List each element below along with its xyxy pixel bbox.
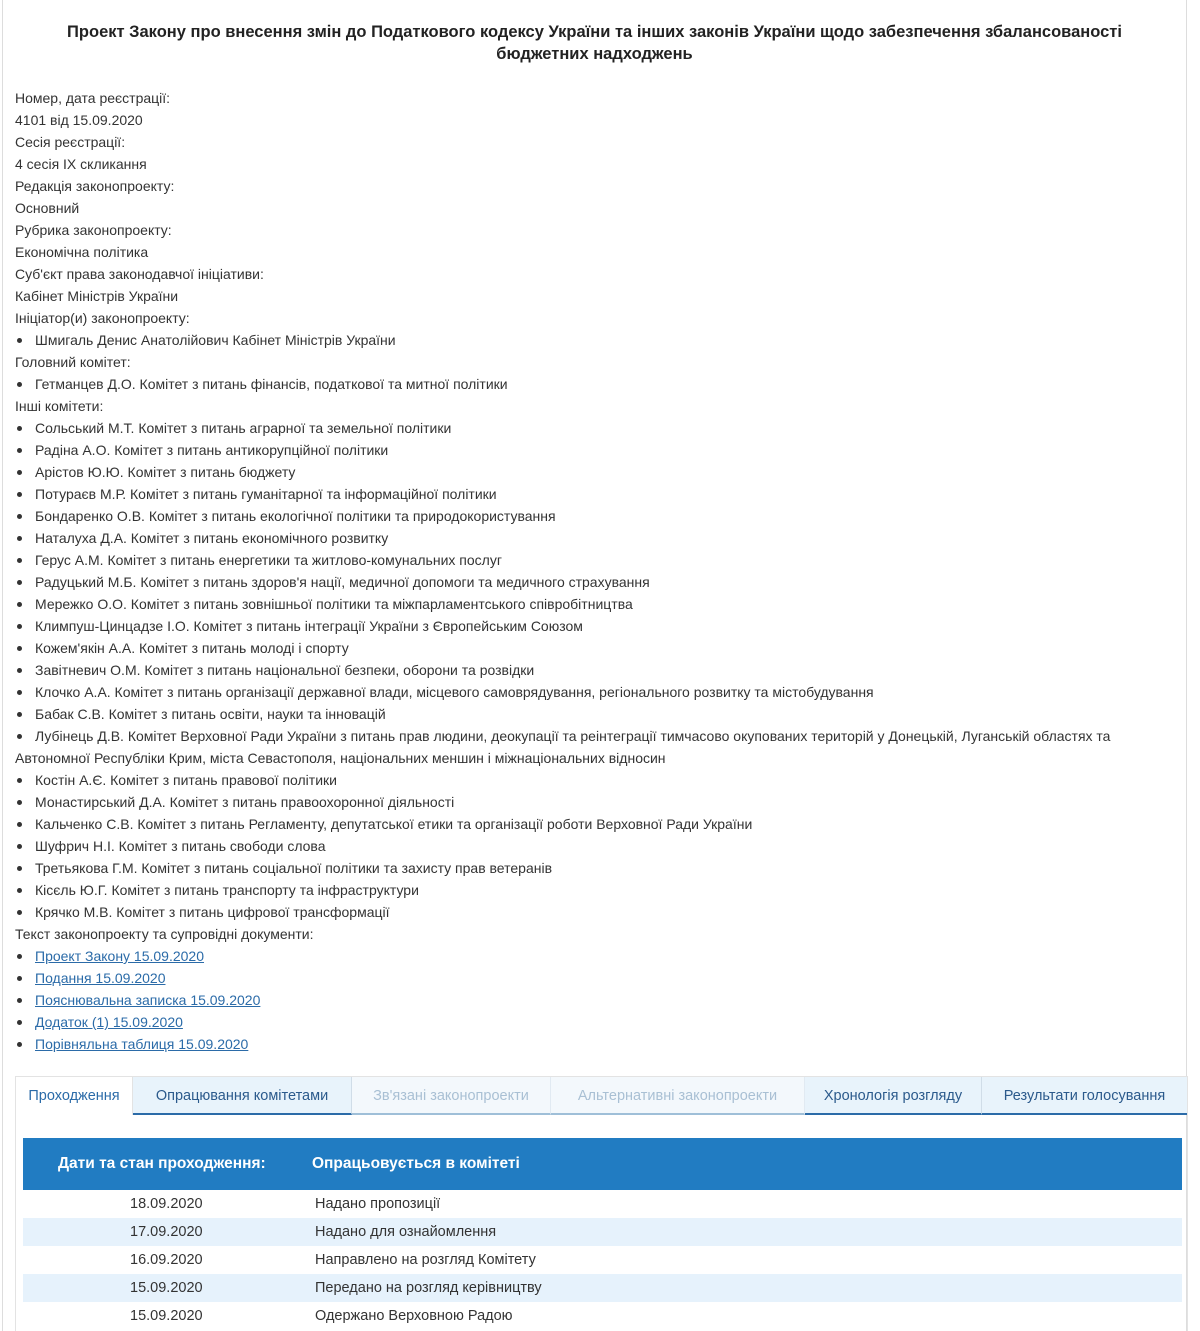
bullet-icon	[15, 329, 35, 351]
bullet-icon	[15, 967, 35, 989]
rubric-value: Економічна політика	[15, 244, 149, 260]
bullet-icon	[15, 901, 35, 923]
committee-item: Монастирський Д.А. Комітет з питань правоохоронної діяльності	[15, 791, 1180, 813]
tab-passage[interactable]: Проходження	[16, 1077, 133, 1115]
edition-label: Редакція законопроекту:	[15, 178, 175, 194]
committee-item: Кісєль Ю.Г. Комітет з питань транспорту та інфраструктури	[15, 879, 1180, 901]
committee-item: Шуфрич Н.І. Комітет з питань свободи слова	[15, 835, 1180, 857]
bullet-icon	[15, 571, 35, 593]
bullet-icon	[15, 461, 35, 483]
bullet-icon	[15, 681, 35, 703]
passage-row	[23, 1218, 1182, 1246]
bullet-icon	[15, 593, 35, 615]
passage-status: Надано для ознайомлення	[315, 1224, 497, 1240]
bullet-icon	[15, 659, 35, 681]
committee-item: Климпуш-Цинцадзе І.О. Комітет з питань інтеграції України з Європейським Союзом	[15, 615, 1180, 637]
bullet-icon	[15, 615, 35, 637]
committee-item: Радіна А.О. Комітет з питань антикорупційної політики	[15, 439, 1180, 461]
bullet-icon	[15, 417, 35, 439]
passage-status: Надано пропозиції	[315, 1196, 441, 1212]
bullet-icon	[15, 637, 35, 659]
main-committee-item: Гетманцев Д.О. Комітет з питань фінансів, податкової та митної політики	[15, 373, 1180, 395]
committee-item: Костін А.Є. Комітет з питань правової політики	[15, 769, 1180, 791]
committee-item: Мережко О.О. Комітет з питань зовнішньої політики та міжпарламентського співробітництва	[15, 593, 1180, 615]
committee-item: Кальченко С.В. Комітет з питань Регламенту, депутатської етики та організації роботи Верховної Ради України	[15, 813, 1180, 835]
bullet-icon	[15, 791, 35, 813]
passage-row	[23, 1274, 1182, 1302]
bill-tabs	[15, 1076, 1188, 1331]
committee-item: Бабак С.В. Комітет з питань освіти, науки та інновацій	[15, 703, 1180, 725]
edition-value: Основний	[15, 200, 80, 216]
passage-row	[23, 1246, 1182, 1274]
subject-value: Кабінет Міністрів України	[15, 288, 179, 304]
committee-item: Наталуха Д.А. Комітет з питань економічного розвитку	[15, 527, 1180, 549]
bullet-icon	[15, 769, 35, 791]
bullet-icon	[15, 1011, 35, 1033]
bullet-icon	[15, 989, 35, 1011]
bullet-icon	[15, 857, 35, 879]
bullet-icon	[15, 373, 35, 395]
page-title: Проект Закону про внесення змін до Податкового кодексу України та інших законів України щодо забезпечення збалансованості бюджетних надходжень	[67, 23, 1122, 63]
committee-item: Бондаренко О.В. Комітет з питань екологічної політики та природокористування	[15, 505, 1180, 527]
bullet-icon	[15, 703, 35, 725]
document-link-comparison-table[interactable]: Порівняльна таблиця 15.09.2020	[35, 1036, 249, 1052]
tab-voting-results[interactable]: Результати голосування	[982, 1077, 1187, 1115]
document-link-submission[interactable]: Подання 15.09.2020	[35, 970, 166, 986]
passage-status: Передано на розгляд керівництву	[315, 1280, 542, 1296]
committee-item: Третьякова Г.М. Комітет з питань соціальної політики та захисту прав ветеранів	[15, 857, 1180, 879]
bullet-icon	[15, 483, 35, 505]
passage-row	[23, 1190, 1182, 1218]
passage-status: Одержано Верховною Радою	[315, 1308, 513, 1324]
passage-current-status: Опрацьовується в комітеті	[312, 1155, 520, 1172]
passage-status: Направлено на розгляд Комітету	[315, 1252, 536, 1268]
tab-committee-processing[interactable]: Опрацювання комітетами	[133, 1077, 352, 1115]
passage-date: 16.09.2020	[130, 1252, 203, 1268]
registration-label: Номер, дата реєстрації:	[15, 90, 171, 106]
registration-value: 4101 від 15.09.2020	[15, 112, 143, 128]
documents-label: Текст законопроекту та супровідні документи:	[15, 926, 314, 942]
session-label: Сесія реєстрації:	[15, 134, 126, 150]
passage-panel	[23, 1138, 1182, 1330]
bullet-icon	[15, 505, 35, 527]
document-item	[15, 1033, 1180, 1055]
committee-item: Кожем'якін А.А. Комітет з питань молоді і спорту	[15, 637, 1180, 659]
committee-item: Потураєв М.Р. Комітет з питань гуманітарної та інформаційної політики	[15, 483, 1180, 505]
tab-alternative-bills[interactable]: Альтернативні законопроекти	[551, 1077, 805, 1115]
document-item	[15, 989, 1180, 1011]
tab-related-bills[interactable]: Зв'язані законопроекти	[352, 1077, 551, 1115]
bullet-icon	[15, 879, 35, 901]
committee-item: Лубінець Д.В. Комітет Верховної Ради України з питань прав людини, деокупації та реінтеграції тимчасово окупованих територій у Донецькій, Луганській областях та Автономної Республіки Крим, міста Севастополя, національних меншин і міжнаціональних відносин	[15, 725, 1180, 769]
bullet-icon	[15, 945, 35, 967]
bullet-icon	[15, 813, 35, 835]
document-link-appendix[interactable]: Додаток (1) 15.09.2020	[35, 1014, 183, 1030]
other-committees-label: Інші комітети:	[15, 398, 104, 414]
passage-row	[23, 1302, 1182, 1330]
document-item	[15, 967, 1180, 989]
bullet-icon	[15, 527, 35, 549]
bullet-icon	[15, 835, 35, 857]
bullet-icon	[15, 1033, 35, 1055]
committee-item: Крячко М.В. Комітет з питань цифрової трансформації	[15, 901, 1180, 923]
committee-item: Завітневич О.М. Комітет з питань національної безпеки, оборони та розвідки	[15, 659, 1180, 681]
tab-bar	[16, 1077, 1187, 1116]
document-item	[15, 945, 1180, 967]
passage-date: 15.09.2020	[130, 1280, 203, 1296]
document-item	[15, 1011, 1180, 1033]
bullet-icon	[15, 549, 35, 571]
session-value: 4 сесія IX скликання	[15, 156, 147, 172]
subject-label: Суб'єкт права законодавчої ініціативи:	[15, 266, 264, 282]
initiators-label: Ініціатор(и) законопроекту:	[15, 310, 190, 326]
passage-date: 15.09.2020	[130, 1308, 203, 1324]
bill-info	[15, 87, 1180, 1055]
passage-date: 18.09.2020	[130, 1196, 203, 1212]
document-link-explanatory-note[interactable]: Пояснювальна записка 15.09.2020	[35, 992, 261, 1008]
committee-item: Герус А.М. Комітет з питань енергетики та житлово-комунальних послуг	[15, 549, 1180, 571]
committee-item: Сольський М.Т. Комітет з питань аграрної та земельної політики	[15, 417, 1180, 439]
document-link-draft-law[interactable]: Проект Закону 15.09.2020	[35, 948, 205, 964]
main-committee-label: Головний комітет:	[15, 354, 131, 370]
passage-header-label: Дати та стан проходження:	[58, 1155, 266, 1172]
passage-date: 17.09.2020	[130, 1224, 203, 1240]
committee-item: Радуцький М.Б. Комітет з питань здоров'я нації, медичної допомоги та медичного страхування	[15, 571, 1180, 593]
passage-header	[23, 1138, 1182, 1190]
bill-card	[2, 0, 1187, 1331]
bullet-icon	[15, 439, 35, 461]
rubric-label: Рубрика законопроекту:	[15, 222, 172, 238]
committee-item: Клочко А.А. Комітет з питань організації державної влади, місцевого самоврядування, регіонального розвитку та містобудування	[15, 681, 1180, 703]
tab-review-chronology[interactable]: Хронологія розгляду	[805, 1077, 982, 1115]
committee-item: Арістов Ю.Ю. Комітет з питань бюджету	[15, 461, 1180, 483]
bullet-icon	[15, 725, 35, 747]
initiator-item: Шмигаль Денис Анатолійович Кабінет Міністрів України	[15, 329, 1180, 351]
